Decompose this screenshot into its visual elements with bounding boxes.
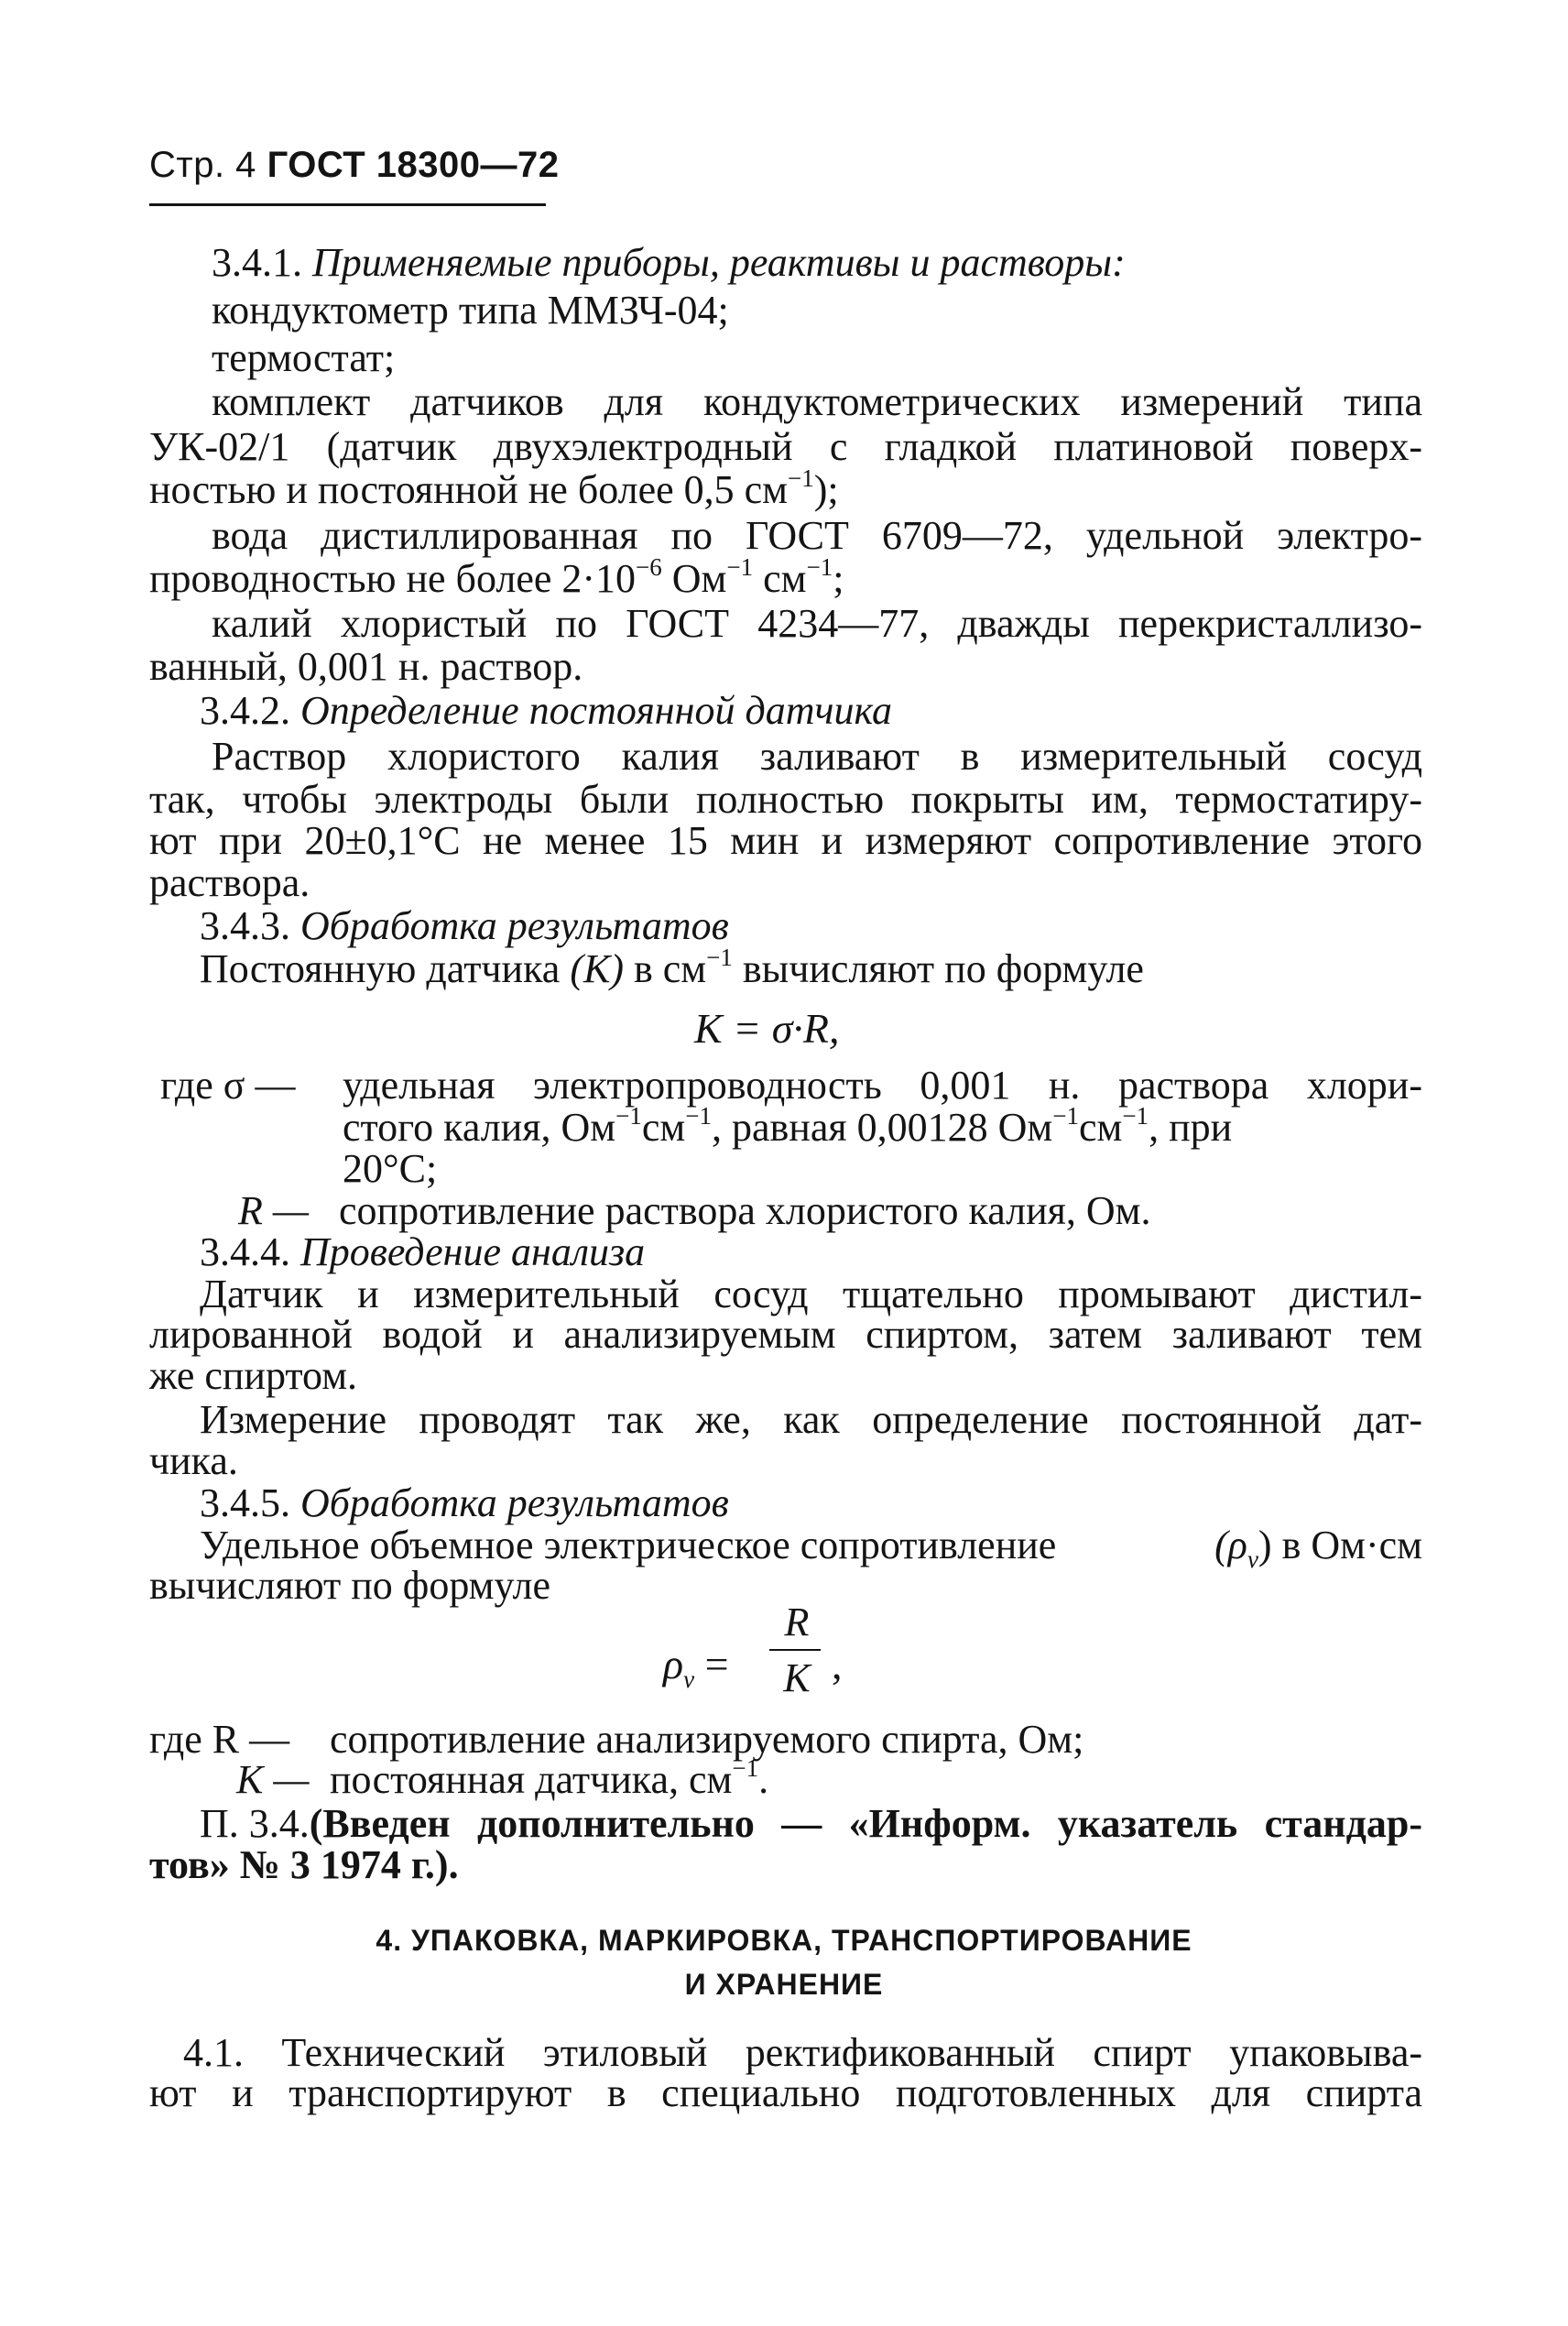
s4-line: ют и транспортируют в специально подготовленных для спирта [149, 2070, 1422, 2115]
page-header [149, 145, 559, 186]
page-label: Стр. 4 [149, 145, 256, 185]
where-label: где R — [149, 1717, 290, 1762]
s344-line: же спиртом. [149, 1353, 358, 1398]
s341-line: проводностью не более $2\cdot 10^{-6}$ $Ом^{-1}$ $см^{-1}$; [149, 553, 844, 601]
s342-line: ют при 20±0,1°С не менее 15 мин и измеряют сопротивление этого [149, 818, 1422, 863]
formula-rho: $\rho_v$ = [663, 1641, 729, 1694]
where-line: удельная электропроводность 0,001 н. раствора хлори- [343, 1063, 1422, 1108]
s344-heading: 3.4.4. Проведение анализа [200, 1229, 646, 1274]
s345-heading: 3.4.5. Обработка результатов [200, 1480, 729, 1525]
s341-heading [212, 240, 1126, 286]
section-title: И ХРАНЕНИЕ [684, 1968, 884, 2001]
s342-line: раствора. [149, 860, 310, 905]
section-title: 4. УПАКОВКА, МАРКИРОВКА, ТРАНСПОРТИРОВАНИЕ [376, 1924, 1192, 1957]
s344-line: Датчик и измерительный сосуд тщательно промывают дистил- [200, 1272, 1422, 1316]
s341-title: Применяемые приборы, реактивы и растворы: [312, 240, 1126, 285]
s343-line: Постоянную датчика (K) в $см^{-1}$ вычисляют по формуле [200, 944, 1144, 991]
fraction-denominator: K [783, 1655, 811, 1700]
s341-line: вода дистиллированная по ГОСТ 6709—72, удельной электро- [212, 513, 1422, 558]
where-line: постоянная датчика, $см^{-1}$. [330, 1754, 769, 1802]
standard-number: ГОСТ 18300—72 [267, 145, 560, 185]
s344-line: Измерение проводят так же, как определение постоянной дат- [200, 1397, 1422, 1442]
s344-line: лированной водой и анализируемым спиртом, затем заливают тем [149, 1312, 1422, 1357]
s341-num: 3.4.1. [212, 240, 302, 285]
s341-line: калий хлористый по ГОСТ 4234—77, дважды перекристаллизо- [212, 601, 1422, 646]
header-rule [149, 203, 546, 206]
where-label: R — [238, 1188, 309, 1233]
s341-line: ванный, 0,001 н. раствор. [149, 644, 583, 689]
where-line: сопротивление раствора хлористого калия, Ом. [339, 1188, 1151, 1233]
where-label: где σ — [160, 1063, 296, 1108]
note-line: тов» № 3 1974 г.). [149, 1842, 459, 1887]
where-label: K — [236, 1757, 310, 1802]
formula-k: K = σ·R, [694, 1005, 840, 1052]
s341-line: ностью и постоянной не более 0,5 $см^{-1}$); [149, 464, 839, 512]
fraction-bar [769, 1649, 821, 1651]
s341-line: комплект датчиков для кондуктометрических измерений типа [212, 379, 1422, 424]
s4-line: 4.1. Технический этиловый ректификованный спирт упаковыва- [183, 2030, 1422, 2075]
where-line: сопротивление анализируемого спирта, Ом; [330, 1717, 1084, 1762]
where-line: стого калия, $Ом^{-1}см^{-1}$, равная 0,00128 $Ом^{-1}см^{-1}$, при [343, 1102, 1233, 1150]
s341-line: кондуктометр типа ММЗЧ-04; [212, 288, 729, 333]
s342-line: Раствор хлористого калия заливают в измерительный сосуд [212, 734, 1422, 779]
s345-line: Удельное объемное электрическое сопротивление $(\rho_v)$ в Ом·см [200, 1523, 1422, 1573]
s342-heading: 3.4.2. Определение постоянной датчика [200, 688, 892, 733]
fraction-numerator: R [784, 1600, 810, 1644]
formula-comma: , [832, 1641, 843, 1687]
s342-line: так, чтобы электроды были полностью покрыты им, термостатиру- [149, 777, 1422, 822]
s345-line: вычисляют по формуле [149, 1563, 551, 1608]
where-line: 20°С; [343, 1146, 438, 1191]
s344-line: чика. [149, 1438, 238, 1483]
s341-line: термостат; [212, 335, 396, 380]
s341-line: УК-02/1 (датчик двухэлектродный с гладкой платиновой поверх- [149, 424, 1422, 469]
note-line: П. 3.4. (Введен дополнительно — «Информ. указатель стандар- [200, 1801, 1422, 1846]
s343-heading: 3.4.3. Обработка результатов [200, 903, 729, 948]
